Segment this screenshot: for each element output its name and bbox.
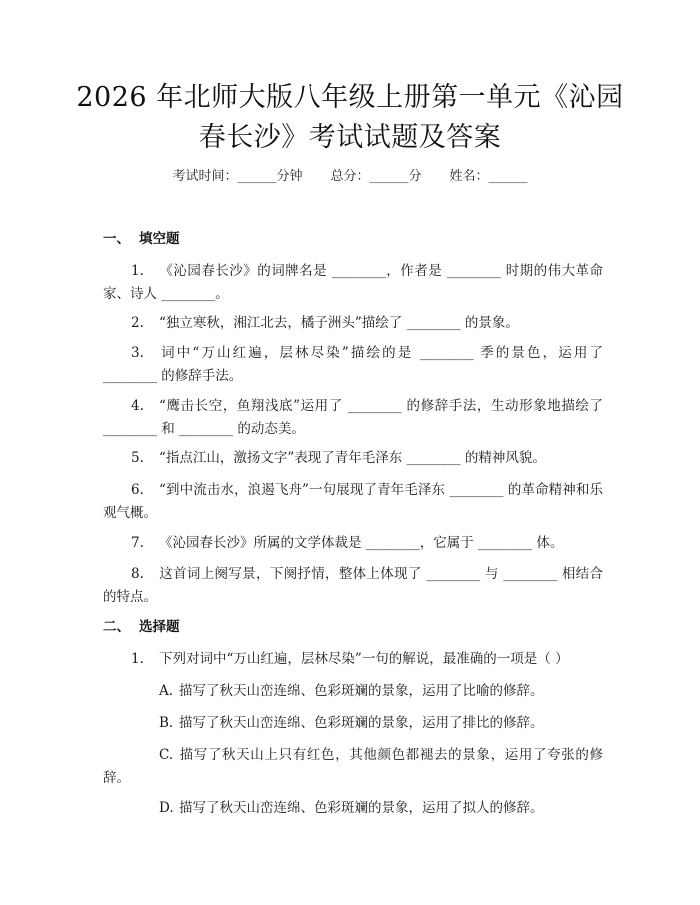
question-text: “到中流击水，浪遏飞舟”一句展现了青年毛泽东 ________ 的革命精神和乐观气概。 xyxy=(103,482,603,521)
question-number: 7. xyxy=(131,535,144,551)
doc-title-line2: 春长沙》考试试题及答案 xyxy=(198,122,502,153)
choice-option-a xyxy=(103,680,603,703)
question-item xyxy=(103,260,603,306)
question-number: 6. xyxy=(131,482,144,498)
section-number: 一、 xyxy=(103,231,130,247)
question-item xyxy=(103,312,603,335)
question-number: 2. xyxy=(131,315,144,331)
question-number: 5. xyxy=(131,450,144,466)
option-text: 描写了秋天山峦连绵、色彩斑斓的景象，运用了拟人的修辞。 xyxy=(179,800,544,816)
question-text: “鹰击长空，鱼翔浅底”运用了 ________ 的修辞手法，生动形象地描绘了 ________ 和 ________ 的动态美。 xyxy=(103,398,603,437)
question-item xyxy=(103,479,603,525)
question-item xyxy=(103,395,603,441)
exam-meta xyxy=(0,167,700,187)
question-item xyxy=(103,532,603,555)
question-number: 1. xyxy=(131,651,144,667)
question-text: 下列对词中“万山红遍，层林尽染”一句的解说，最准确的一项是（ ） xyxy=(159,651,569,667)
choice-option-d xyxy=(103,797,603,820)
section-fill-blank-heading xyxy=(103,229,180,249)
question-item xyxy=(103,342,603,388)
section-multiple-choice-heading xyxy=(103,617,180,637)
option-label: A. xyxy=(159,683,174,699)
question-text: “指点江山，激扬文字”表现了青年毛泽东 ________ 的精神风貌。 xyxy=(159,450,546,466)
student-name: 姓名：______ xyxy=(449,169,528,184)
question-text: 《沁园春长沙》所属的文学体裁是 ________，它属于 ________ 体。 xyxy=(159,535,564,551)
exam-time: 考试时间：______分钟 xyxy=(172,169,303,184)
question-number: 4. xyxy=(131,398,144,414)
question-number: 3. xyxy=(131,345,144,361)
option-label: B. xyxy=(159,715,174,731)
question-item xyxy=(103,447,603,470)
question-number: 1. xyxy=(131,263,144,279)
option-text: 描写了秋天山上只有红色，其他颜色都褪去的景象，运用了夸张的修辞。 xyxy=(103,747,603,786)
question-item xyxy=(103,563,603,609)
question-number: 8. xyxy=(131,566,144,582)
question-text: 这首词上阕写景，下阕抒情，整体上体现了 ________ 与 ________ 相结合的特点。 xyxy=(103,566,603,605)
question-text: “独立寒秋，湘江北去，橘子洲头”描绘了 ________ 的景象。 xyxy=(159,315,519,331)
section-title: 填空题 xyxy=(139,231,180,247)
section-title: 选择题 xyxy=(139,619,180,635)
option-text: 描写了秋天山峦连绵、色彩斑斓的景象，运用了比喻的修辞。 xyxy=(179,683,544,699)
choice-option-c xyxy=(103,744,603,790)
question-item xyxy=(103,648,603,671)
exam-score: 总分：______分 xyxy=(330,169,422,184)
question-text: 词中“万山红遍，层林尽染”描绘的是 ________ 季的景色，运用了 ________ 的修辞手法。 xyxy=(103,345,603,384)
option-label: D. xyxy=(159,800,174,816)
question-text: 《沁园春长沙》的词牌名是 ________，作者是 ________ 时期的伟大革命家、诗人 ________。 xyxy=(103,263,603,302)
choice-option-b xyxy=(103,712,603,735)
option-text: 描写了秋天山峦连绵、色彩斑斓的景象，运用了排比的修辞。 xyxy=(179,715,544,731)
section-number: 二、 xyxy=(103,619,130,635)
option-label: C. xyxy=(159,747,174,763)
doc-title-line1: 2026 年北师大版八年级上册第一单元《沁园 xyxy=(76,82,624,113)
